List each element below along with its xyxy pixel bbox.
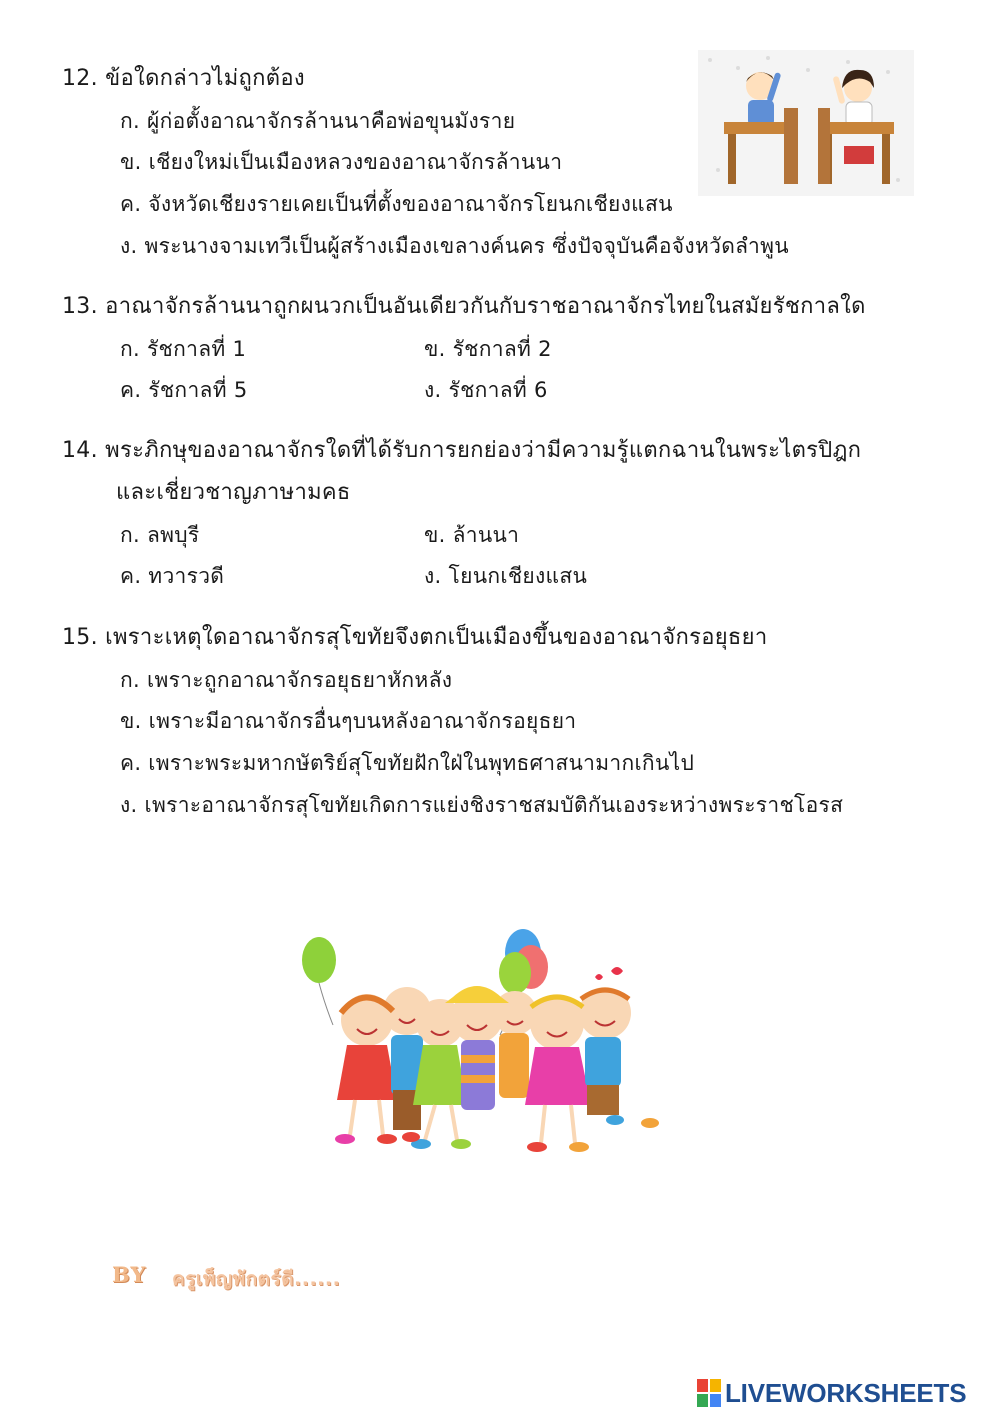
question-15-option-b: ข. เพราะมีอาณาจักรอื่นๆบนหลังอาณาจักรอยุธยา [120,709,577,733]
question-14-option-b: ข. ล้านนา [424,523,520,547]
kids-with-balloons-illustration [295,925,670,1170]
question-14-line1: 14. พระภิกษุของอาณาจักรใดที่ได้รับการยกย่องว่ามีความรู้แตกฉานในพระไตรปิฎก [62,438,862,463]
question-15-option-c: ค. เพราะพระมหากษัตริย์สุโขทัยฝักใฝ่ในพุทธศาสนามากเกินไป [120,751,695,775]
liveworksheets-logo [697,1379,721,1407]
liveworksheets-brand [697,1376,966,1410]
question-15-option-a: ก. เพราะถูกอาณาจักรอยุธยาหักหลัง [120,668,453,692]
question-12: 12. ข้อใดกล่าวไม่ถูกต้อง [62,66,305,91]
question-12-option-c: ค. จังหวัดเชียงรายเคยเป็นที่ตั้งของอาณาจักรโยนกเชียงแสน [120,192,673,216]
question-12-option-a: ก. ผู้ก่อตั้งอาณาจักรล้านนาคือพ่อขุนมังราย [120,109,516,133]
question-15: 15. เพราะเหตุใดอาณาจักรสุโขทัยจึงตกเป็นเมืองขึ้นของอาณาจักรอยุธยา [62,625,768,650]
question-15-option-d: ง. เพราะอาณาจักรสุโขทัยเกิดการแย่งชิงราชสมบัติกันเองระหว่างพระราชโอรส [120,793,844,817]
question-13: 13. อาณาจักรล้านนาถูกผนวกเป็นอันเดียวกันกับราชอาณาจักรไทยในสมัยรัชกาลใด [62,294,866,319]
brand-name: LIVEWORKSHEETS [725,1377,967,1408]
by-label: BY [112,1262,147,1287]
author-signature: ครูเพ็ญพักตร์ดี...... [172,1268,341,1290]
question-14-option-c: ค. ทวารวดี [120,564,225,588]
question-14-line2: และเชี่ยวชาญภาษามคธ [116,480,351,505]
question-14-option-d: ง. โยนกเชียงแสน [424,564,588,588]
question-13-option-b: ข. รัชกาลที่ 2 [424,337,552,361]
question-12-option-b: ข. เชียงใหม่เป็นเมืองหลวงของอาณาจักรล้านนา [120,150,563,174]
question-12-option-d: ง. พระนางจามเทวีเป็นผู้สร้างเมืองเขลางค์นคร ซึ่งปัจจุบันคือจังหวัดลำพูน [120,234,789,258]
question-13-option-c: ค. รัชกาลที่ 5 [120,378,248,402]
students-raising-hands-illustration [698,50,914,196]
question-14-option-a: ก. ลพบุรี [120,523,200,547]
question-13-option-d: ง. รัชกาลที่ 6 [424,378,548,402]
question-13-option-a: ก. รัชกาลที่ 1 [120,337,247,361]
